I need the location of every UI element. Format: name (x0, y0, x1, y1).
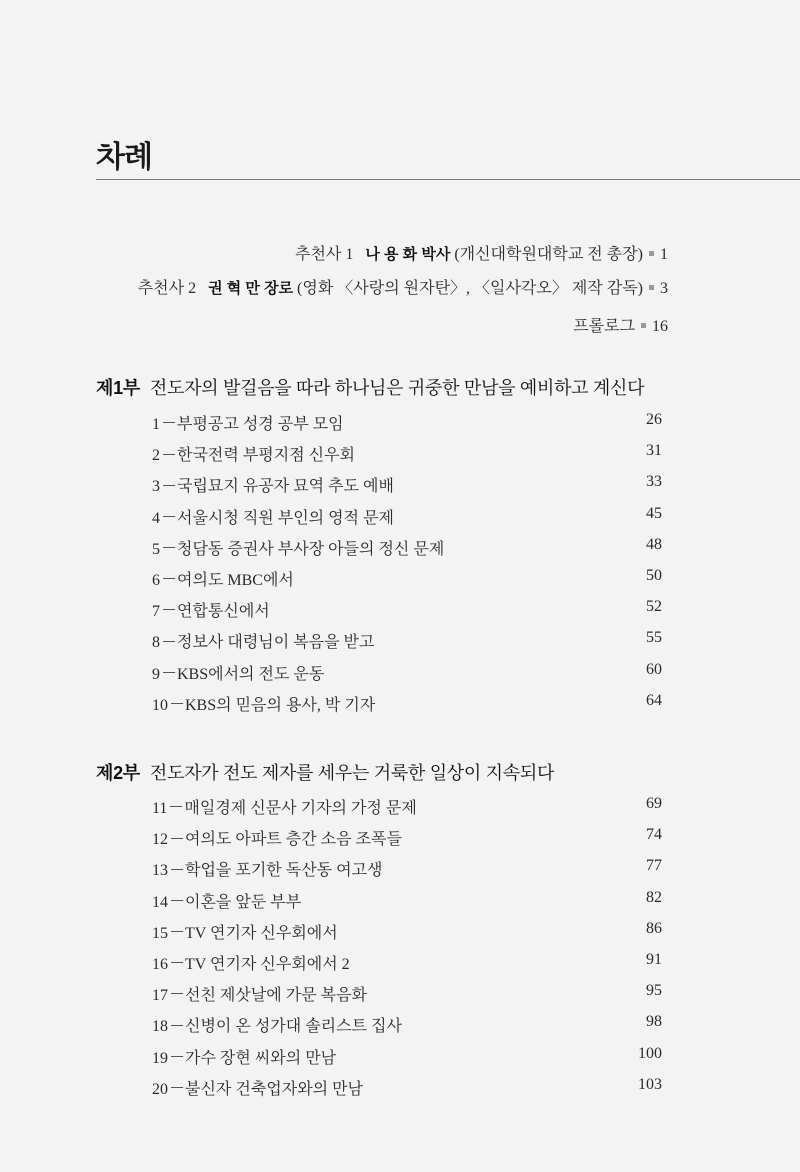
entry-page-number: 52 (646, 598, 662, 616)
entry-title: 신병이 온 성가대 솔리스트 집사 (185, 1018, 402, 1036)
toc-entry[interactable] (152, 795, 662, 826)
entry-title: KBS의 믿음의 용사, 박 기자 (185, 696, 376, 714)
entry-title: 학업을 포기한 독산동 여고생 (185, 862, 383, 880)
entry-number: 6 (152, 571, 160, 589)
recommendation-name: 권 혁 만 장로 (208, 280, 294, 297)
dash-separator (171, 838, 183, 839)
dash-separator (171, 869, 183, 870)
toc-entry[interactable] (152, 661, 662, 692)
recommendation-1 (295, 241, 668, 264)
recommendation-name: 나 용 화 박사 (365, 246, 451, 263)
part-title: 전도자가 전도 제자를 세우는 거룩한 일상이 지속되다 (149, 763, 555, 783)
part-heading-1 (96, 374, 644, 400)
toc-entry[interactable] (152, 982, 662, 1013)
toc-entry[interactable] (152, 505, 662, 536)
recommendation-note: (영화 〈사랑의 원자탄〉, 〈일사각오〉 제작 감독) (297, 280, 643, 297)
entry-title: 부평공고 성경 공부 모임 (177, 416, 344, 433)
entry-page-number: 69 (646, 795, 662, 812)
title-divider (96, 179, 800, 180)
entry-title: 이혼을 앞둔 부부 (185, 893, 302, 911)
entry-page-number: 55 (646, 629, 662, 647)
dash-separator (163, 485, 175, 486)
entry-page-number: 95 (646, 982, 662, 1000)
toc-entry[interactable] (152, 1045, 662, 1076)
entry-title: 연합통신에서 (177, 603, 270, 621)
toc-entry[interactable] (152, 567, 662, 598)
entry-number: 11 (152, 800, 168, 817)
square-bullet-icon (649, 251, 654, 256)
prologue (573, 313, 668, 336)
entry-title: 매일경제 신문사 기자의 가정 문제 (184, 800, 417, 817)
entry-number: 19 (152, 1049, 168, 1067)
dash-separator (171, 993, 183, 994)
entry-page-number: 33 (646, 473, 662, 491)
entry-page-number: 60 (646, 660, 662, 678)
dash-separator (170, 806, 182, 807)
entry-number: 5 (152, 540, 160, 558)
entry-title: 선친 제삿날에 가문 복음화 (185, 987, 368, 1005)
entry-title: 한국전력 부평지점 신우회 (177, 447, 356, 465)
dash-separator (171, 1025, 183, 1026)
entry-page-number: 48 (646, 535, 662, 553)
entry-title: TV 연기자 신우회에서 (185, 924, 338, 942)
toc-entry[interactable] (152, 536, 662, 567)
part-2-entries (152, 795, 662, 1107)
entry-number: 16 (152, 955, 168, 973)
toc-entry[interactable] (152, 442, 662, 473)
toc-entry[interactable] (152, 411, 662, 442)
toc-entry[interactable] (152, 1013, 662, 1044)
entry-title: KBS에서의 전도 운동 (177, 665, 325, 683)
entry-number: 2 (152, 447, 160, 465)
dash-separator (163, 454, 175, 455)
entry-title: 청담동 증권사 부사장 아들의 정신 문제 (177, 540, 445, 558)
dash-separator (171, 900, 183, 901)
toc-entry[interactable] (152, 920, 662, 951)
entry-page-number: 77 (646, 857, 662, 875)
part-number: 제2부 (96, 763, 140, 783)
dash-separator (171, 931, 183, 932)
prologue-page: 16 (652, 318, 668, 335)
entry-title: TV 연기자 신우회에서 2 (185, 955, 350, 973)
entry-number: 4 (152, 509, 160, 527)
toc-entry[interactable] (152, 692, 662, 723)
entry-title: 불신자 건축업자와의 만남 (185, 1080, 364, 1098)
dash-separator (163, 672, 175, 673)
entry-number: 12 (152, 831, 168, 849)
dash-separator (171, 1056, 183, 1057)
toc-entry[interactable] (152, 598, 662, 629)
entry-page-number: 26 (646, 411, 662, 428)
entry-number: 20 (152, 1080, 168, 1098)
toc-entry[interactable] (152, 951, 662, 982)
entry-title: 서울시청 직원 부인의 영적 문제 (177, 509, 394, 527)
entry-number: 9 (152, 665, 160, 683)
entry-title: 정보사 대령님이 복음을 받고 (177, 634, 375, 652)
recommendation-label: 추천사 1 (294, 246, 354, 263)
toc-entry[interactable] (152, 1076, 662, 1107)
part-1-entries (152, 411, 662, 723)
part-number: 제1부 (96, 378, 140, 398)
toc-entry[interactable] (152, 826, 662, 857)
dash-separator (163, 422, 175, 423)
part-title: 전도자의 발걸음을 따라 하나님은 귀중한 만남을 예비하고 계신다 (149, 378, 645, 398)
entry-page-number: 45 (646, 504, 662, 522)
entry-page-number: 98 (646, 1013, 662, 1031)
entry-page-number: 31 (646, 442, 662, 460)
part-heading-2 (96, 759, 554, 785)
dash-separator (163, 578, 175, 579)
entry-number: 8 (152, 634, 160, 652)
entry-page-number: 50 (646, 566, 662, 584)
recommendation-2 (138, 275, 668, 298)
entry-page-number: 74 (646, 826, 662, 844)
toc-entry[interactable] (152, 889, 662, 920)
prologue-label: 프롤로그 (573, 318, 635, 335)
entry-number: 7 (152, 603, 160, 621)
recommendation-label: 추천사 2 (137, 280, 197, 297)
entry-number: 13 (152, 862, 168, 880)
entry-title: 여의도 MBC에서 (177, 571, 294, 589)
recommendation-page: 1 (660, 246, 668, 263)
dash-separator (163, 641, 175, 642)
entry-number: 3 (152, 478, 160, 496)
toc-entry[interactable] (152, 629, 662, 660)
entry-page-number: 91 (646, 950, 662, 968)
dash-separator (163, 547, 175, 548)
dash-separator (163, 516, 175, 517)
recommendation-note: (개신대학원대학교 전 총장) (454, 246, 643, 263)
entry-number: 17 (152, 987, 168, 1005)
entry-number: 1 (152, 416, 160, 433)
entry-title: 여의도 아파트 층간 소음 조폭들 (185, 831, 402, 849)
entry-number: 18 (152, 1018, 168, 1036)
dash-separator (171, 1087, 183, 1088)
toc-entry[interactable] (152, 473, 662, 504)
entry-number: 10 (152, 696, 168, 714)
entry-page-number: 86 (646, 919, 662, 937)
dash-separator (171, 962, 183, 963)
entry-page-number: 64 (646, 691, 662, 709)
entry-title: 국립묘지 유공자 묘역 추도 예배 (177, 478, 394, 496)
entry-page-number: 103 (638, 1075, 662, 1093)
entry-number: 14 (152, 893, 168, 911)
entry-page-number: 100 (638, 1044, 662, 1062)
square-bullet-icon (649, 285, 654, 290)
dash-separator (171, 703, 183, 704)
toc-entry[interactable] (152, 857, 662, 888)
square-bullet-icon (641, 323, 646, 328)
entry-page-number: 82 (646, 888, 662, 906)
dash-separator (163, 609, 175, 610)
entry-title: 가수 장현 씨와의 만남 (185, 1049, 337, 1067)
recommendation-page: 3 (660, 280, 668, 297)
entry-number: 15 (152, 924, 168, 942)
page-title: 차례 (96, 141, 152, 174)
